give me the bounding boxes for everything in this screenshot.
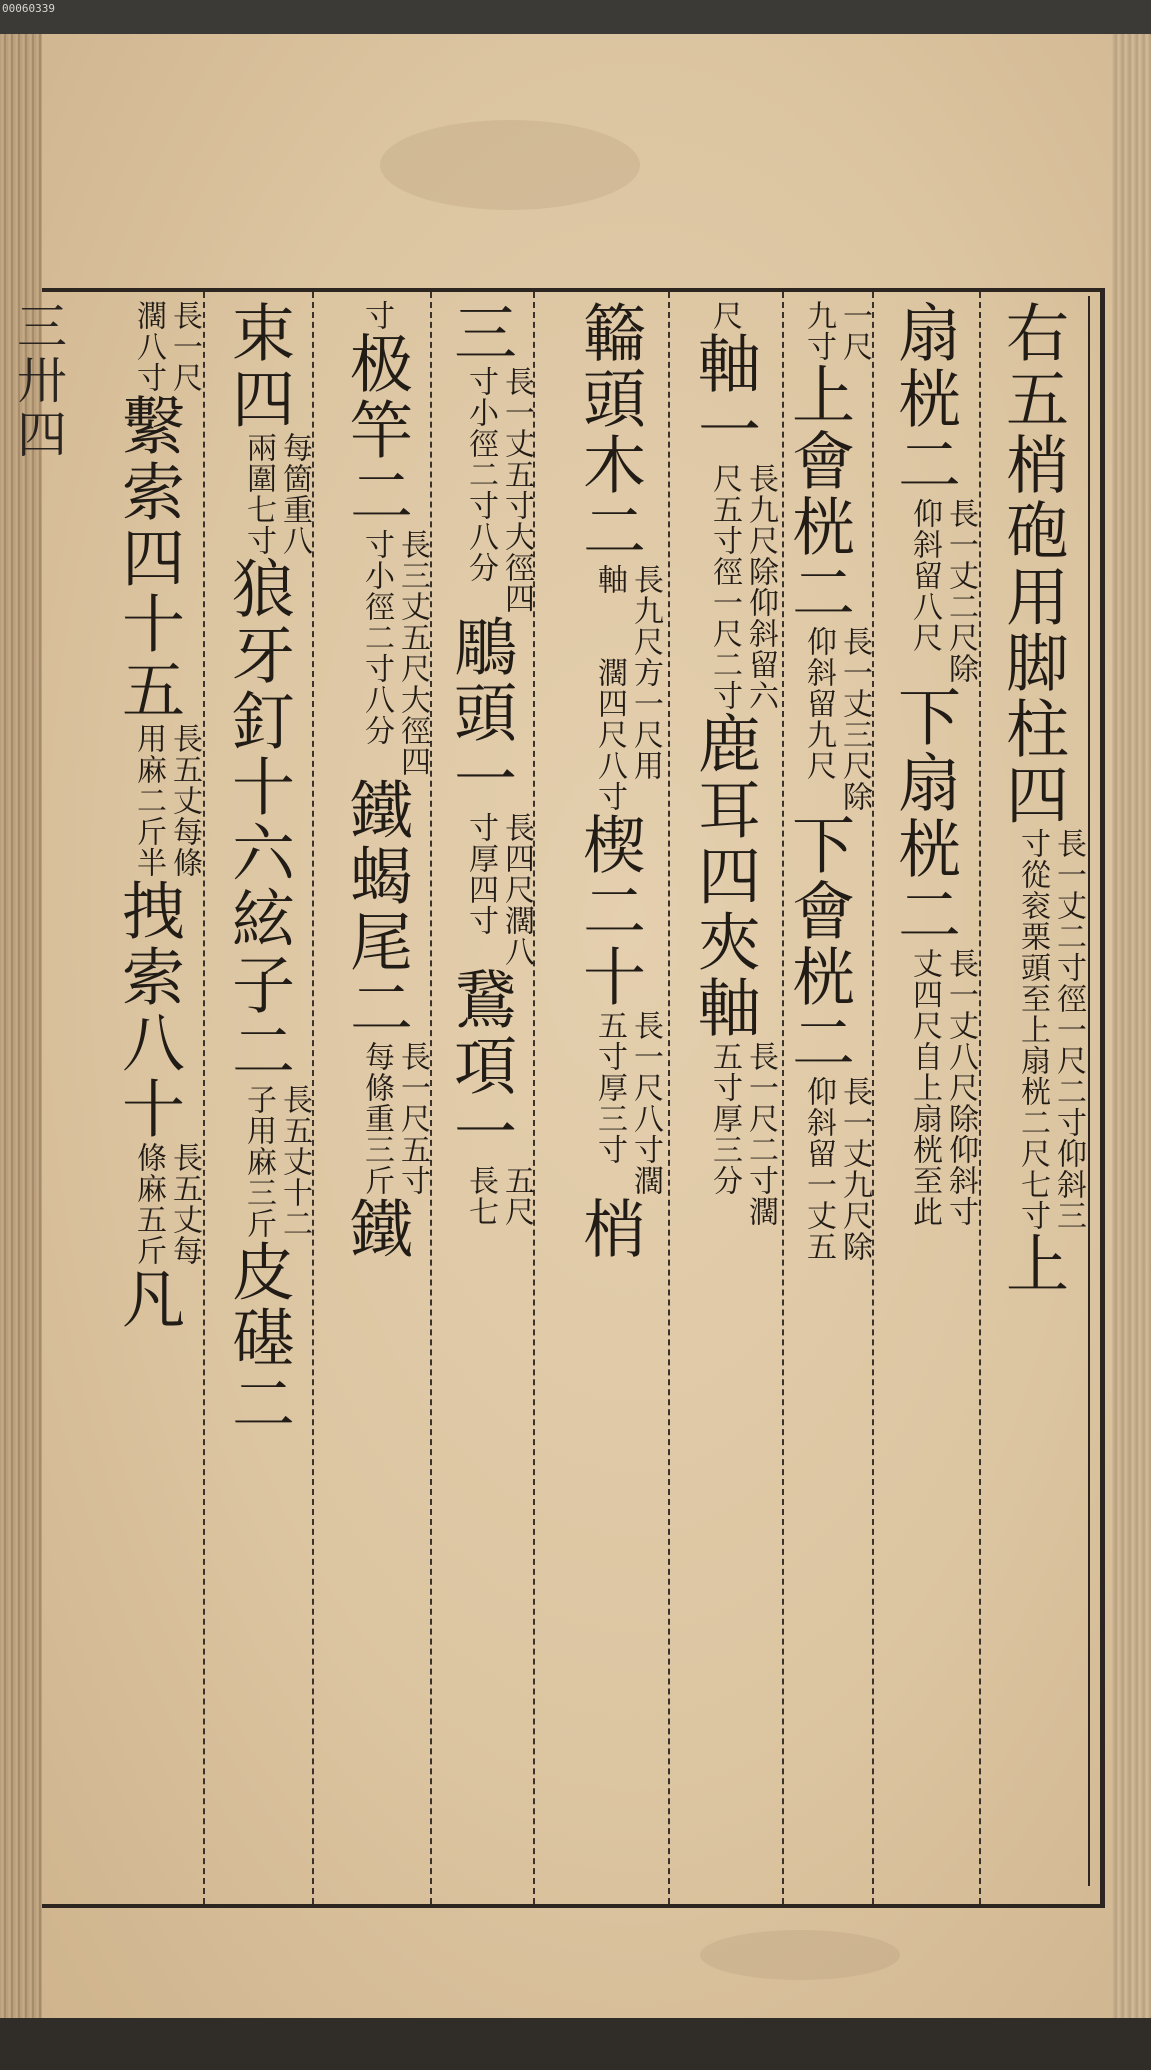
main-text: 下會桄二 <box>782 812 855 1076</box>
annotation-line: 仰斜留九尺 <box>801 626 836 781</box>
column-rule <box>312 292 314 1904</box>
annotation-line: 每條重三斤 <box>359 1041 394 1196</box>
annotation-line: 長一丈二寸徑一尺二寸仰斜三 <box>1051 828 1086 1231</box>
annotation-line: 長一尺 <box>167 300 202 393</box>
annotation-line: 九寸 <box>801 300 836 362</box>
annotation-line: 方一尺用 <box>628 657 663 781</box>
annotation-line: 長九尺 <box>628 564 663 657</box>
main-text: 上會桄二 <box>782 362 855 626</box>
annotation-pair <box>800 626 872 812</box>
annotation-line: 兩圍七寸 <box>241 432 276 556</box>
annotation-line: 長一尺八寸濶 <box>628 1010 663 1196</box>
main-text: 軸一 <box>688 331 761 463</box>
main-text: 三 <box>444 300 517 366</box>
annotation-line: 寸小徑二寸八分 <box>463 366 498 583</box>
main-text: 𥶡頭木二 <box>573 300 646 564</box>
annotation-pair <box>462 812 534 967</box>
main-text: 束四 <box>222 300 295 432</box>
main-text: 鐵 <box>340 1196 413 1262</box>
text-column <box>545 300 663 1898</box>
paper-stain <box>380 120 640 210</box>
main-text: 楔二十 <box>573 812 646 1010</box>
annotation-line: 長四尺濶八 <box>499 812 534 967</box>
main-text: 拽索八十 <box>112 878 185 1142</box>
main-text: 扇桄二 <box>888 300 961 498</box>
annotation-line: 尺 <box>707 300 742 331</box>
text-column <box>210 300 312 1898</box>
annotation-line: 長五丈每條 <box>167 723 202 878</box>
annotation-line: 長一尺五寸 <box>395 1041 430 1196</box>
annotation-line: 寸從衮栗頭至上扇桄二尺七寸 <box>1015 828 1050 1231</box>
annotation-pair <box>706 1041 778 1227</box>
frame-inner-rule <box>1088 296 1090 1886</box>
main-text: 上 <box>996 1231 1069 1297</box>
main-text: 皮𥕛二 <box>222 1239 295 1437</box>
fore-edge-heading: 三卅四 <box>9 300 67 462</box>
annotation-pair <box>591 657 663 812</box>
main-text: 极竿二 <box>340 331 413 529</box>
annotation-line: 五寸厚三分 <box>707 1041 742 1196</box>
annotation-line: 仰斜留一丈五 <box>801 1076 836 1262</box>
annotation-line: 尺五寸徑一尺二寸 <box>707 463 742 711</box>
annotation-pair <box>130 300 202 393</box>
text-column <box>440 300 534 1898</box>
annotation-line: 長七 <box>463 1165 498 1227</box>
text-column <box>882 300 978 1898</box>
annotation-line: 丈四尺自上扇桄至此 <box>907 948 942 1227</box>
annotation-pair <box>240 432 312 556</box>
annotation-line: 子用麻三斤 <box>241 1084 276 1239</box>
annotation-line: 寸 <box>359 300 394 331</box>
annotation-line: 長五丈每 <box>167 1142 202 1266</box>
scan-bottom-band <box>0 2018 1151 2070</box>
main-text: 狼牙釘十六絃子二 <box>222 556 295 1084</box>
annotation-pair <box>906 498 978 684</box>
column-rule <box>979 292 981 1904</box>
main-text: 凡 <box>112 1266 185 1332</box>
paper-stain <box>700 1930 900 1980</box>
text-column <box>678 300 778 1898</box>
annotation-pair <box>591 1010 663 1196</box>
annotation-pair <box>462 366 534 614</box>
annotation-line: 每箇重八 <box>277 432 312 556</box>
main-text: 梢 <box>573 1196 646 1262</box>
annotation-pair <box>358 529 430 777</box>
annotation-line: 長一尺二寸濶 <box>743 1041 778 1227</box>
annotation-line: 條麻五斤 <box>131 1142 166 1266</box>
annotation-pair <box>462 1165 534 1227</box>
annotation-line: 一尺 <box>837 300 872 362</box>
main-text: 鵞項一 <box>444 967 517 1165</box>
annotation-line: 濶八寸 <box>131 300 166 393</box>
main-text: 鹿耳四夾軸 <box>688 711 761 1041</box>
annotation-line: 五寸厚三寸 <box>592 1010 627 1165</box>
annotation-pair <box>800 300 872 362</box>
text-column <box>92 300 202 1898</box>
annotation-line: 仰斜留八尺 <box>907 498 942 653</box>
annotation-line: 用麻二斤半 <box>131 723 166 878</box>
annotation-line: 濶四尺八寸 <box>592 657 627 812</box>
column-rule <box>430 292 432 1904</box>
text-column <box>990 300 1086 1898</box>
main-text: 繫索四十五 <box>112 393 185 723</box>
main-text: 鵰頭一 <box>444 614 517 812</box>
right-page-stack <box>1112 34 1151 2018</box>
annotation-line: 長一丈二尺除 <box>943 498 978 684</box>
annotation-line: 長一丈五寸大徑四 <box>499 366 534 614</box>
annotation-pair <box>706 300 742 331</box>
annotation-line: 長五丈十二 <box>277 1084 312 1239</box>
text-column <box>318 300 430 1898</box>
annotation-pair <box>130 1142 202 1266</box>
annotation-line: 軸 <box>592 564 627 595</box>
annotation-line: 長一丈九尺除 <box>837 1076 872 1262</box>
annotation-pair <box>800 1076 872 1262</box>
annotation-pair <box>706 463 778 711</box>
annotation-pair <box>130 723 202 878</box>
column-rule <box>872 292 874 1904</box>
annotation-line: 長一丈八尺除仰斜寸 <box>943 948 978 1227</box>
annotation-pair <box>358 300 394 331</box>
main-text: 下扇桄二 <box>888 684 961 948</box>
annotation-pair <box>1014 828 1086 1231</box>
annotation-pair <box>906 948 978 1227</box>
annotation-line: 長三丈五尺大徑四 <box>395 529 430 777</box>
main-text: 鐵蝎尾二 <box>340 777 413 1041</box>
column-rule <box>203 292 205 1904</box>
annotation-pair <box>358 1041 430 1196</box>
scan-top-band <box>0 0 1151 34</box>
annotation-line: 長九尺除仰斜留六 <box>743 463 778 711</box>
annotation-pair <box>240 1084 312 1239</box>
scan-page-label: 00060339 <box>2 2 55 15</box>
column-rule <box>668 292 670 1904</box>
annotation-line: 寸厚四寸 <box>463 812 498 936</box>
annotation-line: 寸小徑二寸八分 <box>359 529 394 746</box>
annotation-line: 五尺 <box>499 1165 534 1227</box>
annotation-pair <box>591 564 663 657</box>
main-text: 右五梢砲用脚柱四 <box>996 300 1069 828</box>
annotation-line: 長一丈三尺除 <box>837 626 872 812</box>
text-column <box>782 300 872 1898</box>
